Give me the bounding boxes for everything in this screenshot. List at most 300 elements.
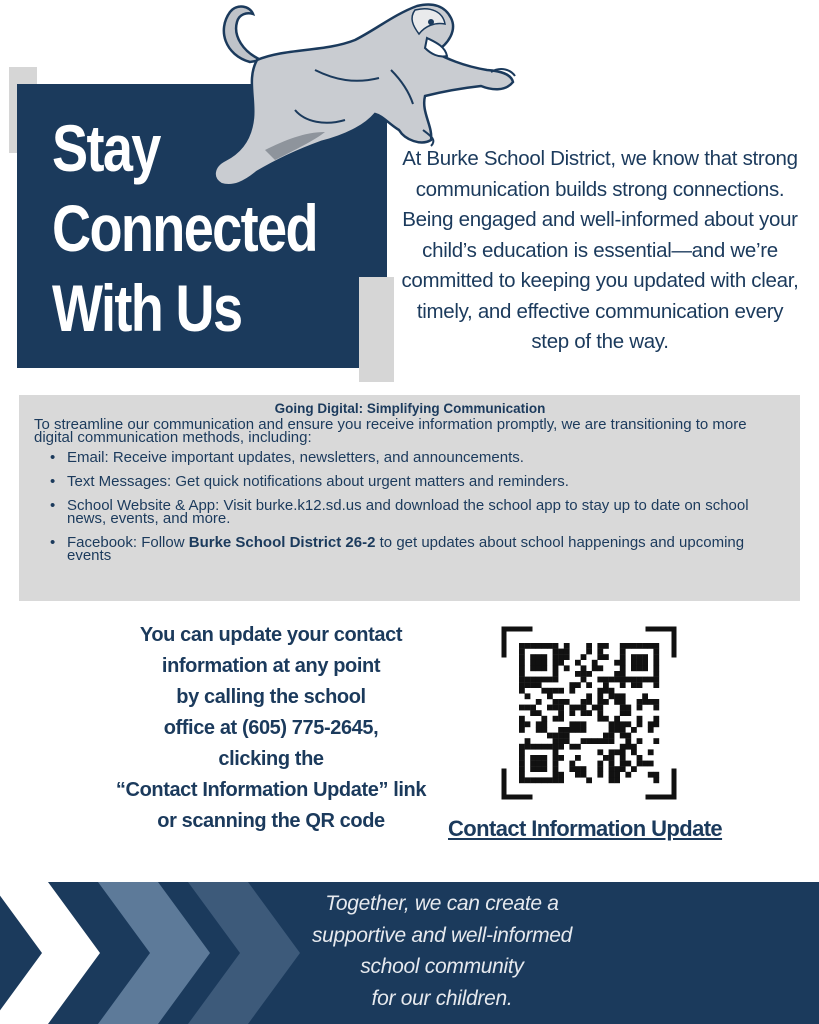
qr-module — [597, 677, 603, 683]
qr-module — [553, 671, 559, 677]
qr-module — [530, 682, 536, 688]
qr-module — [564, 738, 570, 744]
qr-module — [631, 665, 637, 671]
qr-module — [631, 682, 637, 688]
qr-module — [558, 716, 564, 722]
qr-module — [536, 654, 542, 660]
qr-module — [631, 654, 637, 660]
qr-module — [581, 738, 587, 744]
qr-module — [553, 688, 559, 694]
qr-module — [625, 643, 631, 649]
contact-line-4: office at (605) 775-2645, — [163, 717, 379, 739]
qr-module — [569, 766, 575, 772]
qr-module — [620, 649, 626, 655]
qr-module — [564, 654, 570, 660]
qr-module — [541, 744, 547, 750]
qr-module — [558, 772, 564, 778]
qr-module — [642, 643, 648, 649]
qr-module — [569, 688, 575, 694]
going-digital-intro: To streamline our communication and ensure you receive information promptly, we are transitioning to more digital communication methods, including: — [34, 416, 747, 446]
qr-module — [530, 766, 536, 772]
qr-module — [553, 660, 559, 666]
qr-module — [536, 777, 542, 783]
qr-module — [609, 727, 615, 733]
qr-module — [609, 677, 615, 683]
qr-module — [620, 643, 626, 649]
qr-module — [586, 671, 592, 677]
qr-module — [530, 761, 536, 767]
qr-module — [525, 744, 531, 750]
chevron-arrows-decoration — [0, 882, 300, 1024]
qr-module — [558, 738, 564, 744]
qr-module — [648, 727, 654, 733]
qr-module — [536, 677, 542, 683]
qr-module — [519, 649, 525, 655]
qr-module — [614, 749, 620, 755]
qr-module — [541, 777, 547, 783]
qr-module — [581, 699, 587, 705]
qr-module — [653, 677, 659, 683]
qr-module — [648, 761, 654, 767]
qr-module — [614, 677, 620, 683]
qr-module — [653, 716, 659, 722]
qr-module — [637, 643, 643, 649]
qr-module — [558, 699, 564, 705]
qr-module — [553, 716, 559, 722]
qr-module — [597, 699, 603, 705]
qr-module — [653, 660, 659, 666]
intro-paragraph: At Burke School District, we know that strong communication builds strong connections. Being engaged and well-informed about your child’s education is essential—and we’re committed to keeping you updated with clear, timely, and effective communication every step of the way. — [401, 147, 799, 353]
qr-module — [553, 649, 559, 655]
qr-module — [519, 755, 525, 761]
qr-module — [564, 643, 570, 649]
qr-module — [581, 677, 587, 683]
qr-module — [519, 777, 525, 783]
contact-information-update-link[interactable]: Contact Information Update — [448, 816, 723, 841]
qr-module — [586, 777, 592, 783]
qr-module — [519, 772, 525, 778]
qr-module — [625, 761, 631, 767]
qr-module — [614, 716, 620, 722]
contact-line-7: or scanning the QR code — [157, 810, 385, 832]
qr-module — [569, 705, 575, 711]
qr-code-icon[interactable] — [500, 625, 678, 801]
qr-module — [541, 766, 547, 772]
qr-module — [525, 738, 531, 744]
qr-module — [536, 766, 542, 772]
qr-module — [525, 677, 531, 683]
qr-module — [597, 688, 603, 694]
qr-module — [558, 744, 564, 750]
qr-module — [592, 660, 598, 666]
qr-module — [620, 761, 626, 767]
qr-module — [530, 744, 536, 750]
footer-line-2: supportive and well-informed — [311, 923, 573, 947]
qr-module — [581, 772, 587, 778]
qr-module — [553, 733, 559, 739]
facebook-suffix: to get updates about school happenings and upcoming events — [67, 534, 745, 564]
qr-module — [519, 761, 525, 767]
qr-module — [558, 654, 564, 660]
qr-module — [553, 755, 559, 761]
qr-module — [519, 677, 525, 683]
qr-module — [642, 693, 648, 699]
qr-module — [653, 671, 659, 677]
qr-module — [653, 682, 659, 688]
qr-module — [519, 749, 525, 755]
qr-module — [519, 766, 525, 772]
qr-module — [553, 766, 559, 772]
qr-module — [620, 671, 626, 677]
qr-module — [564, 649, 570, 655]
qr-module — [625, 738, 631, 744]
qr-module — [648, 772, 654, 778]
qr-module — [530, 755, 536, 761]
qr-module — [625, 705, 631, 711]
qr-module — [541, 688, 547, 694]
qr-module — [525, 682, 531, 688]
qr-module — [541, 727, 547, 733]
qr-module — [653, 777, 659, 783]
qr-module — [519, 744, 525, 750]
contact-line-1: You can update your contact — [139, 624, 403, 646]
qr-module — [653, 721, 659, 727]
qr-module — [609, 688, 615, 694]
qr-module — [614, 772, 620, 778]
facebook-page-name: Burke School District 26-2 — [188, 534, 376, 551]
qr-module — [547, 677, 553, 683]
qr-module — [620, 654, 626, 660]
going-digital-panel — [19, 395, 800, 601]
qr-module — [592, 705, 598, 711]
qr-module — [653, 772, 659, 778]
qr-module — [541, 660, 547, 666]
qr-module — [653, 643, 659, 649]
qr-module — [569, 727, 575, 733]
qr-module — [620, 693, 626, 699]
footer-line-3: school community — [360, 955, 524, 978]
contact-line-2: information at any point — [161, 655, 381, 677]
qr-module — [620, 733, 626, 739]
qr-module — [642, 699, 648, 705]
qr-module — [625, 733, 631, 739]
list-item-website-app: • School Website & App: Visit burke.k12.sd.us and download the school app to stay up to date on school news, events, and more. — [50, 499, 786, 525]
qr-module — [564, 665, 570, 671]
qr-module — [536, 710, 542, 716]
qr-module — [642, 654, 648, 660]
qr-module — [575, 705, 581, 711]
qr-module — [597, 749, 603, 755]
qr-module — [586, 710, 592, 716]
qr-module — [609, 749, 615, 755]
qr-module — [553, 677, 559, 683]
list-item-email: • Email: Receive important updates, newsletters, and announcements. — [50, 451, 786, 464]
qr-module — [581, 710, 587, 716]
qr-module — [569, 744, 575, 750]
qr-module — [569, 710, 575, 716]
qr-module — [569, 682, 575, 688]
qr-module — [553, 643, 559, 649]
qr-module — [581, 665, 587, 671]
qr-module — [620, 710, 626, 716]
qr-module — [530, 677, 536, 683]
qr-module — [519, 716, 525, 722]
qr-module — [625, 677, 631, 683]
qr-module — [620, 699, 626, 705]
qr-module — [519, 665, 525, 671]
qr-module — [609, 693, 615, 699]
qr-module — [536, 660, 542, 666]
qr-module — [536, 682, 542, 688]
qr-module — [637, 654, 643, 660]
list-item-facebook — [50, 536, 786, 562]
qr-module — [597, 693, 603, 699]
qr-module — [558, 660, 564, 666]
qr-module — [541, 654, 547, 660]
qr-module — [586, 699, 592, 705]
qr-module — [547, 643, 553, 649]
qr-module — [625, 721, 631, 727]
qr-module — [525, 777, 531, 783]
qr-module — [547, 744, 553, 750]
qr-module — [603, 716, 609, 722]
qr-module — [564, 733, 570, 739]
qr-module — [597, 738, 603, 744]
qr-module — [620, 660, 626, 666]
qr-module — [581, 705, 587, 711]
qr-module — [541, 643, 547, 649]
qr-module — [631, 744, 637, 750]
qr-module — [620, 755, 626, 761]
qr-module — [637, 665, 643, 671]
qr-module — [592, 738, 598, 744]
qr-module — [575, 744, 581, 750]
qr-module — [625, 772, 631, 778]
qr-module — [642, 761, 648, 767]
qr-module — [614, 727, 620, 733]
qr-module — [558, 705, 564, 711]
qr-module — [586, 649, 592, 655]
qr-module — [637, 716, 643, 722]
qr-module — [620, 721, 626, 727]
qr-module — [536, 744, 542, 750]
qr-module — [603, 654, 609, 660]
qr-module — [536, 761, 542, 767]
qr-module — [519, 660, 525, 666]
communication-methods-list — [34, 451, 786, 562]
qr-module — [637, 699, 643, 705]
qr-module — [631, 749, 637, 755]
contact-line-5: clicking the — [218, 748, 324, 770]
qr-module — [541, 716, 547, 722]
qr-module — [597, 665, 603, 671]
qr-module — [637, 677, 643, 683]
qr-module — [597, 772, 603, 778]
qr-module — [653, 654, 659, 660]
qr-module — [547, 705, 553, 711]
qr-module — [553, 749, 559, 755]
accent-bar-right — [359, 277, 394, 382]
qr-module — [609, 721, 615, 727]
qr-module — [530, 660, 536, 666]
qr-module — [575, 766, 581, 772]
qr-module — [637, 755, 643, 761]
qr-module — [586, 738, 592, 744]
qr-module — [536, 721, 542, 727]
contact-line-3: by calling the school — [176, 686, 366, 708]
qr-module — [536, 755, 542, 761]
qr-module — [609, 766, 615, 772]
qr-module — [541, 755, 547, 761]
qr-module — [581, 654, 587, 660]
qr-module — [614, 693, 620, 699]
qr-module — [653, 738, 659, 744]
qr-module — [637, 705, 643, 711]
qr-module — [575, 682, 581, 688]
qr-module — [637, 660, 643, 666]
facebook-prefix: Facebook: Follow — [67, 534, 189, 551]
hero-title-line-1: Stay — [52, 111, 160, 185]
qr-module — [614, 671, 620, 677]
qr-module — [530, 643, 536, 649]
qr-module — [614, 766, 620, 772]
footer-line-1: Together, we can create a — [325, 892, 559, 915]
qr-module — [597, 654, 603, 660]
qr-module — [609, 755, 615, 761]
qr-module — [603, 682, 609, 688]
qr-module — [614, 721, 620, 727]
qr-module — [609, 777, 615, 783]
qr-module — [519, 643, 525, 649]
qr-module — [609, 733, 615, 739]
qr-module — [642, 677, 648, 683]
qr-module — [575, 671, 581, 677]
qr-module — [553, 705, 559, 711]
qr-module — [614, 699, 620, 705]
qr-module — [637, 738, 643, 744]
qr-module — [519, 727, 525, 733]
qr-module — [603, 755, 609, 761]
qr-module — [525, 721, 531, 727]
contact-update-instructions — [108, 620, 434, 837]
qr-module — [519, 682, 525, 688]
qr-module — [581, 766, 587, 772]
qr-module — [603, 643, 609, 649]
qr-module — [653, 649, 659, 655]
qr-module — [620, 766, 626, 772]
qr-module — [553, 738, 559, 744]
qr-module — [541, 665, 547, 671]
qr-module — [575, 660, 581, 666]
qr-module — [558, 727, 564, 733]
qr-module — [625, 744, 631, 750]
qr-module — [597, 643, 603, 649]
qr-module — [614, 777, 620, 783]
qr-module — [642, 665, 648, 671]
qr-module — [575, 721, 581, 727]
footer-line-4: for our children. — [371, 986, 513, 1010]
qr-module — [620, 705, 626, 711]
qr-module — [653, 699, 659, 705]
qr-module — [564, 699, 570, 705]
qr-module — [553, 772, 559, 778]
qr-module — [648, 749, 654, 755]
qr-module — [597, 710, 603, 716]
qr-module — [603, 733, 609, 739]
qr-module — [637, 761, 643, 767]
contact-line-6: “Contact Information Update” link — [115, 779, 427, 801]
qr-module — [541, 677, 547, 683]
qr-module — [530, 777, 536, 783]
qr-module — [609, 738, 615, 744]
qr-module — [586, 682, 592, 688]
qr-module — [625, 710, 631, 716]
qr-module — [525, 693, 531, 699]
qr-module — [620, 682, 626, 688]
qr-module — [547, 777, 553, 783]
qr-module — [581, 727, 587, 733]
qr-module — [648, 721, 654, 727]
qr-module — [525, 705, 531, 711]
list-item-text-messages: • Text Messages: Get quick notifications about urgent matters and reminders. — [50, 475, 786, 488]
going-digital-title: Going Digital: Simplifying Communication — [274, 401, 546, 416]
qr-module — [597, 766, 603, 772]
qr-module — [631, 643, 637, 649]
qr-module — [541, 721, 547, 727]
hero-title-line-3: With Us — [52, 271, 242, 345]
qr-module — [547, 733, 553, 739]
qr-module — [631, 660, 637, 666]
qr-module — [603, 677, 609, 683]
qr-module — [597, 761, 603, 767]
qr-module — [609, 761, 615, 767]
qr-module — [597, 705, 603, 711]
qr-module — [536, 699, 542, 705]
footer-message — [292, 888, 592, 1014]
qr-module — [637, 682, 643, 688]
qr-module — [541, 761, 547, 767]
qr-module — [603, 738, 609, 744]
qr-module — [592, 665, 598, 671]
qr-module — [530, 710, 536, 716]
qr-module — [620, 677, 626, 683]
qr-module — [586, 693, 592, 699]
qr-module — [553, 777, 559, 783]
qr-module — [653, 705, 659, 711]
qr-module — [553, 761, 559, 767]
qr-module — [586, 643, 592, 649]
qr-module — [558, 733, 564, 739]
qr-module — [631, 677, 637, 683]
qr-module — [569, 721, 575, 727]
qr-module — [575, 772, 581, 778]
qr-module — [637, 721, 643, 727]
qr-module — [536, 665, 542, 671]
qr-module — [648, 677, 654, 683]
qr-module — [564, 727, 570, 733]
qr-module — [609, 772, 615, 778]
qr-module — [642, 660, 648, 666]
qr-module — [597, 716, 603, 722]
qr-module — [558, 649, 564, 655]
qr-module — [536, 727, 542, 733]
qr-module — [525, 643, 531, 649]
hero-title-line-2: Connected — [52, 191, 317, 265]
qr-module — [553, 744, 559, 750]
qr-module — [558, 710, 564, 716]
qr-module — [597, 649, 603, 655]
qr-module — [553, 699, 559, 705]
